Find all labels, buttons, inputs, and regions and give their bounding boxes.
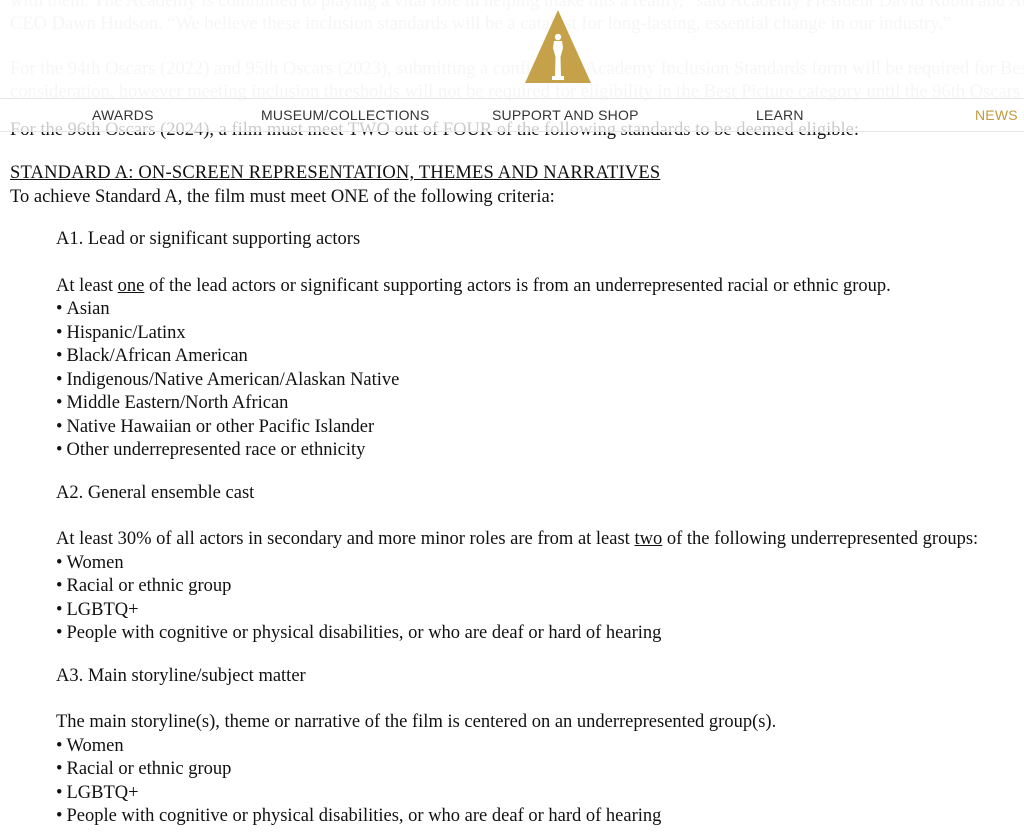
list-item: • Other underrepresented race or ethnicity [56, 439, 1020, 463]
main-navigation [0, 98, 1024, 131]
a2-description [56, 528, 1020, 552]
nav-awards[interactable]: AWARDS [92, 107, 154, 123]
list-item: • Asian [56, 298, 1020, 322]
a1-text-before: At least [56, 275, 118, 296]
a2-text-after: of the following underrepresented groups: [662, 529, 979, 549]
nav-support-and-shop[interactable]: SUPPORT AND SHOP [492, 107, 639, 123]
a2-title: A2. General ensemble cast [56, 482, 255, 503]
list-item: • Middle Eastern/North African [56, 392, 1020, 416]
site-header [0, 0, 1024, 132]
nav-museum-collections[interactable]: MUSEUM/COLLECTIONS [261, 107, 430, 123]
list-item: • Women [56, 735, 1020, 759]
a2-list [56, 552, 1020, 646]
list-item: • Racial or ethnic group [56, 758, 1020, 782]
list-item: • LGBTQ+ [56, 599, 1020, 623]
standard-a-heading: STANDARD A: ON-SCREEN REPRESENTATION, THEMES AND NARRATIVES [10, 163, 661, 183]
list-item: • LGBTQ+ [56, 782, 1020, 806]
list-item: • Hispanic/Latinx [56, 322, 1020, 346]
article-content [10, 162, 1020, 829]
list-item: • Indigenous/Native American/Alaskan Native [56, 369, 1020, 393]
list-item: • People with cognitive or physical disabilities, or who are deaf or hard of hearing [56, 622, 1020, 646]
a3-list [56, 735, 1020, 829]
a1-list [56, 298, 1020, 463]
nav-learn[interactable]: LEARN [756, 107, 804, 123]
a3-title: A3. Main storyline/subject matter [56, 665, 306, 686]
list-item: • Native Hawaiian or other Pacific Islander [56, 416, 1020, 440]
list-item: • People with cognitive or physical disabilities, or who are deaf or hard of hearing [56, 805, 1020, 829]
a3-description: The main storyline(s), theme or narrative of the film is centered on an underrepresented group(s). [56, 712, 777, 732]
list-item: • Racial or ethnic group [56, 575, 1020, 599]
criteria-section [56, 228, 1020, 829]
list-item: • Women [56, 552, 1020, 576]
list-item: • Black/African American [56, 345, 1020, 369]
a1-description [56, 275, 1020, 299]
oscars-logo-icon[interactable] [525, 10, 591, 83]
standard-a-intro: To achieve Standard A, the film must meet ONE of the following criteria: [10, 186, 555, 207]
a1-text-after: of the lead actors or significant supporting actors is from an underrepresented racial or ethnic group. [144, 275, 891, 296]
a2-emphasis: two [634, 529, 663, 549]
nav-news[interactable]: NEWS [975, 107, 1018, 123]
a1-emphasis: one [117, 275, 145, 296]
a1-title: A1. Lead or significant supporting actors [56, 229, 361, 249]
a2-text-before: At least 30% of all actors in secondary and more minor roles are from at least [56, 529, 635, 549]
